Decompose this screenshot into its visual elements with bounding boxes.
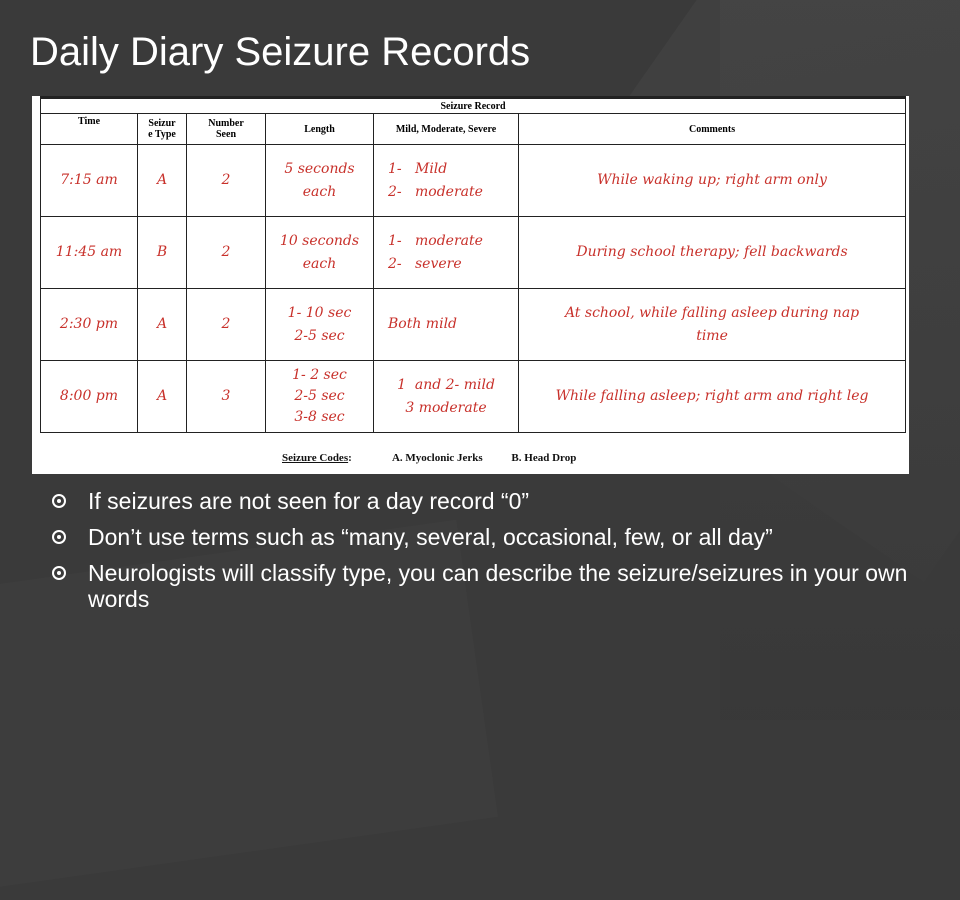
- bullet-text: Neurologists will classify type, you can describe the seizure/seizures in your own words: [88, 560, 908, 612]
- table-caption: Seizure Record: [41, 98, 906, 114]
- cell-number-seen: 2: [187, 217, 266, 289]
- cell-number-seen: 2: [187, 289, 266, 361]
- table-row: [41, 361, 906, 433]
- seizure-record-image: [32, 96, 909, 474]
- cell-seizure-type: A: [138, 361, 187, 433]
- cell-seizure-type: A: [138, 145, 187, 217]
- cell-time: 7:15 am: [41, 145, 138, 217]
- cell-length: 5 seconds each: [266, 145, 374, 217]
- cell-severity: Both mild: [374, 289, 519, 361]
- list-item: [52, 560, 912, 612]
- seizure-record-table: [40, 96, 906, 433]
- seizure-code-a: A. Myoclonic Jerks: [391, 452, 483, 464]
- header-severity: Mild, Moderate, Severe: [374, 114, 519, 145]
- bullet-text: Don’t use terms such as “many, several, occasional, few, or all day”: [88, 524, 773, 550]
- list-item: [52, 524, 912, 550]
- bullet-text: If seizures are not seen for a day record “0”: [88, 488, 530, 514]
- header-length: Length: [266, 114, 374, 145]
- cell-length: 1- 2 sec 2-5 sec 3-8 sec: [266, 361, 374, 433]
- cell-comments: At school, while falling asleep during nap time: [519, 289, 906, 361]
- cell-number-seen: 2: [187, 145, 266, 217]
- table-row: [41, 217, 906, 289]
- cell-severity: 1- moderate 2- severe: [374, 217, 519, 289]
- seizure-codes-legend: [282, 452, 576, 464]
- seizure-code-b: B. Head Drop: [511, 452, 577, 464]
- cell-length: 10 seconds each: [266, 217, 374, 289]
- slide-title: Daily Diary Seizure Records: [30, 30, 531, 74]
- header-seizure-type: Seizur e Type: [138, 114, 187, 145]
- header-number-seen: Number Seen: [187, 114, 266, 145]
- circle-bullet-icon: [52, 566, 66, 580]
- table-row: [41, 145, 906, 217]
- cell-severity: 1- Mild 2- moderate: [374, 145, 519, 217]
- cell-comments: While falling asleep; right arm and right leg: [519, 361, 906, 433]
- cell-time: 8:00 pm: [41, 361, 138, 433]
- cell-length: 1- 10 sec 2-5 sec: [266, 289, 374, 361]
- cell-number-seen: 3: [187, 361, 266, 433]
- seizure-codes-colon: :: [348, 452, 352, 464]
- cell-comments: While waking up; right arm only: [519, 145, 906, 217]
- header-comments: Comments: [519, 114, 906, 145]
- cell-comments: During school therapy; fell backwards: [519, 217, 906, 289]
- circle-bullet-icon: [52, 530, 66, 544]
- table-row: [41, 289, 906, 361]
- cell-time: 11:45 am: [41, 217, 138, 289]
- cell-time: 2:30 pm: [41, 289, 138, 361]
- cell-seizure-type: B: [138, 217, 187, 289]
- header-time: Time: [41, 114, 138, 145]
- cell-severity: 1 and 2- mild 3 moderate: [374, 361, 519, 433]
- guidance-list: [52, 488, 912, 622]
- seizure-codes-label: Seizure Codes: [282, 452, 349, 464]
- circle-bullet-icon: [52, 494, 66, 508]
- list-item: [52, 488, 912, 514]
- cell-seizure-type: A: [138, 289, 187, 361]
- table-header-row: [41, 114, 906, 145]
